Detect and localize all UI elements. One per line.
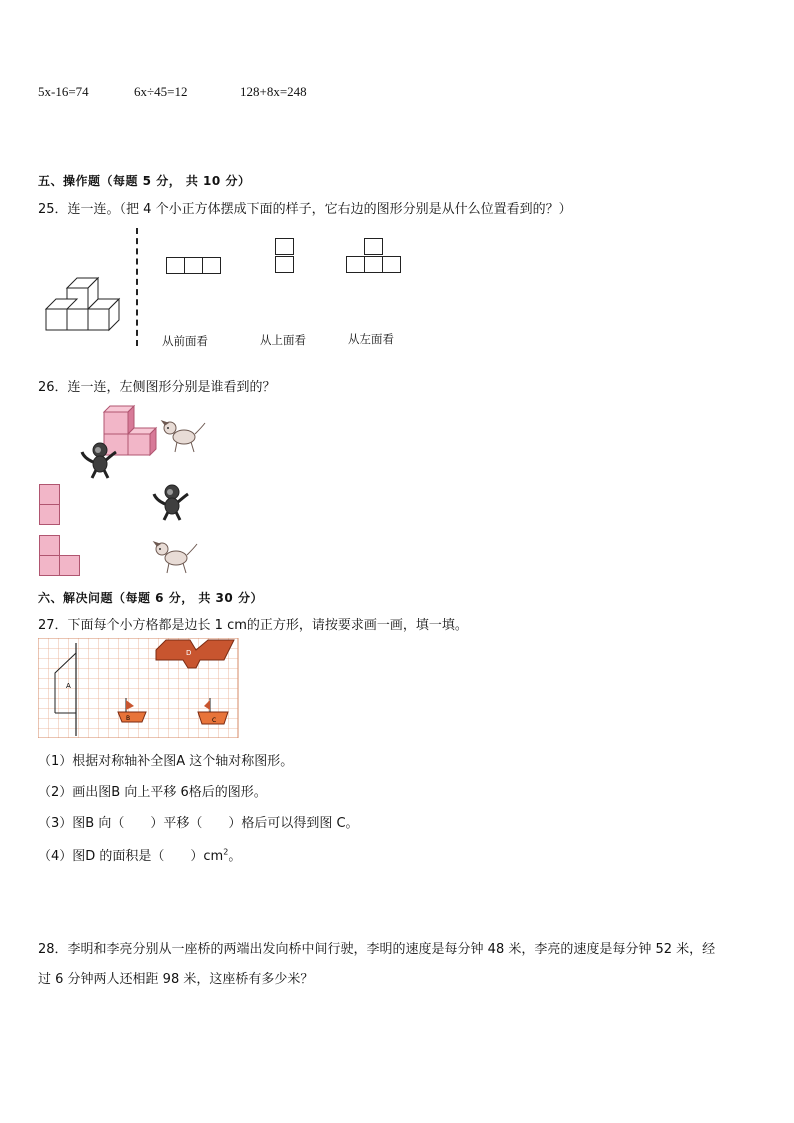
view-label-left: 从左面看 <box>348 332 394 346</box>
question-26-text: 26．连一连，左侧图形分别是谁看到的？ <box>38 380 276 395</box>
section-6-title: 六、解决问题（每题 6 分， 共 30 分） <box>38 591 263 605</box>
dashed-divider <box>136 228 138 346</box>
q27-sub-3: （3）图B 向（ ）平移（ ）格后可以得到图 C。 <box>38 816 359 831</box>
equation-3: 128+8x=248 <box>240 84 307 99</box>
view-label-front: 从前面看 <box>162 334 208 348</box>
grid-figure <box>38 638 240 738</box>
monkey-icon-option[interactable] <box>150 484 192 522</box>
dog-icon-option[interactable] <box>152 538 200 576</box>
question-27-text: 27．下面每个小方格都是边长 1 cm的正方形，请按要求画一画，填一填。 <box>38 618 468 633</box>
dog-icon <box>160 417 208 455</box>
label-c: C <box>212 717 217 724</box>
view-label-top: 从上面看 <box>260 333 306 347</box>
stacked-cubes-figure <box>44 272 124 334</box>
label-a: A <box>66 682 71 690</box>
section-5-title: 五、操作题（每题 5 分， 共 10 分） <box>38 174 251 188</box>
equation-1: 5x-16=74 <box>38 84 89 99</box>
equation-2: 6x÷45=12 <box>134 84 188 99</box>
label-b: B <box>126 715 131 722</box>
question-28-line-2: 过 6 分钟两人还相距 98 米，这座桥有多少米？ <box>38 972 314 987</box>
monkey-icon <box>78 442 120 480</box>
question-25-text: 25．连一连。（把 4 个小正方体摆成下面的样子，它右边的图形分别是从什么位置看到的？） <box>38 202 572 217</box>
q27-sub-1: （1）根据对称轴补全图A 这个轴对称图形。 <box>38 754 294 769</box>
q27-sub-2: （2）画出图B 向上平移 6格后的图形。 <box>38 785 267 800</box>
label-d: D <box>186 649 192 657</box>
q27-sub-4: （4）图D 的面积是（ ）$cm^2$。 <box>38 847 242 864</box>
question-28-line-1: 28．李明和李亮分别从一座桥的两端出发向桥中间行驶，李明的速度是每分钟 48 米，李亮的速度是每分钟 52 米，经 <box>38 942 716 957</box>
